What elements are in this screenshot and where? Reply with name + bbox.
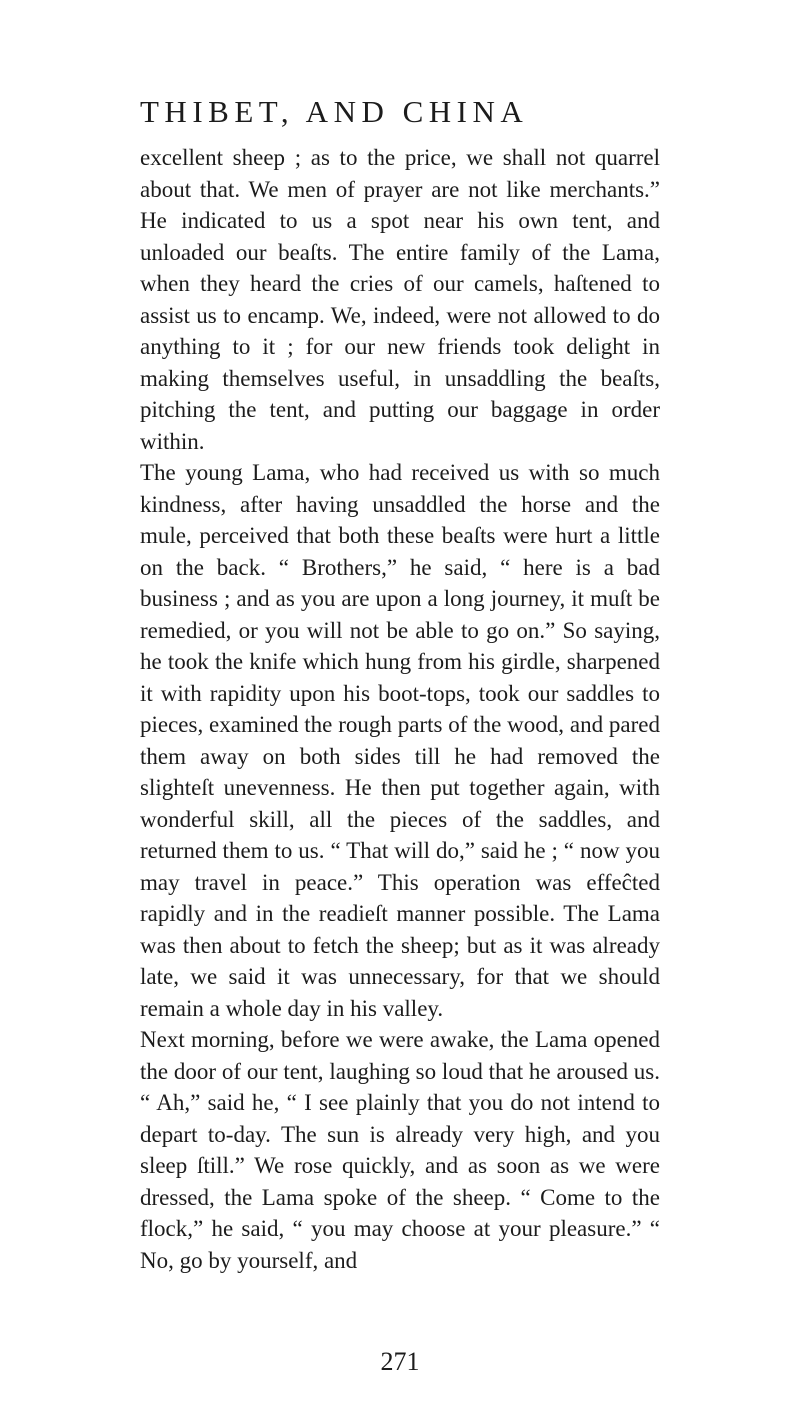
paragraph: Next morning, before we were awake, the Lama opened the door of our tent, laughing so loud that he aroused us. “ Ah,” said he, “ I see plainly that you do not intend to depart to-day. The sun is already very high, and you sleep ſtill.” We rose quickly, and as soon as we were dressed, the Lama spoke of the sheep. “ Come to the flock,” he said, “ you may choose at your pleasure.” “ No, go by yourself, and: [140, 1027, 660, 1273]
body-text: [140, 142, 660, 1276]
paragraph: The young Lama, who had received us with so much kindness, after having unsaddled the horse and the mule, perceived that both these beaſts were hurt a little on the back. “ Brothers,” he said, “ here is a bad business ; and as you are upon a long journey, it muſt be remedied, or you will not be able to go on.” So saying, he took the knife which hung from his girdle, sharpened it with rapidity upon his boot-tops, took our saddles to pieces, examined the rough parts of the wood, and pared them away on both sides till he had removed the slighteſt unevenness. He then put together again, with wonderful skill, all the pieces of the saddles, and returned them to us. “ That will do,” said he ; “ now you may travel in peace.” This operation was effeĉted rapidly and in the readieſt manner possible. The Lama was then about to fetch the sheep; but as it was already late, we said it was unnecessary, for that we should remain a whole day in his valley.: [140, 460, 660, 1021]
page-number: 271: [380, 1347, 420, 1376]
running-head: THIBET, AND CHINA: [140, 94, 529, 129]
paragraph: excellent sheep ; as to the price, we shall not quarrel about that. We men of prayer are not like merchants.” He indicated to us a spot near his own tent, and unloaded our beaſts. The entire family of the Lama, when they heard the cries of our camels, haſtened to assist us to encamp. We, indeed, were not allowed to do anything to it ; for our new friends took delight in making themselves useful, in unsaddling the beaſts, pitching the tent, and putting our baggage in order within.: [140, 145, 660, 454]
